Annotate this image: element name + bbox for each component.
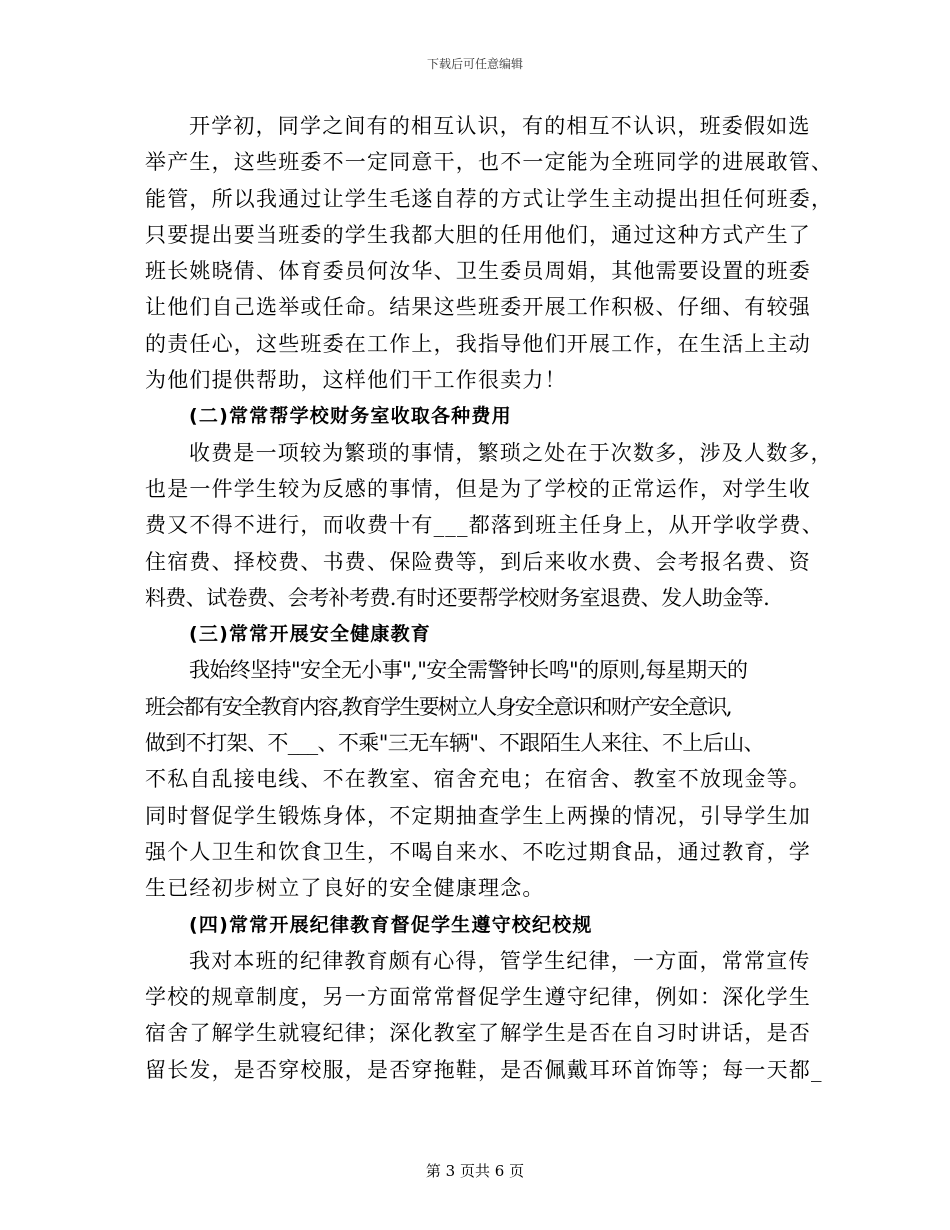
paragraph-line: 做到不打架、不___、不乘"三无车辆"、不跟陌生人来往、不上后山、 <box>145 731 765 756</box>
paragraph-line: 举产生，这些班委不一定同意干，也不一定能为全班同学的进展敢管、 <box>145 150 834 175</box>
page-header: 下载后可任意编辑 <box>426 57 523 71</box>
paragraph-line: 留长发，是否穿校服，是否穿拖鞋，是否佩戴耳环首饰等；每一天都_ <box>145 1057 823 1082</box>
page-footer: 第 3 页共 6 页 <box>425 1162 525 1180</box>
paragraph-line: 宿舍了解学生就寝纪律；深化教室了解学生是否在自习时讲话，是否 <box>145 1021 811 1046</box>
paragraph-line: 收费是一项较为繁琐的事情，繁琐之处在于次数多，涉及人数多， <box>189 440 833 465</box>
paragraph-line: 学校的规章制度，另一方面常常督促学生遵守纪律，例如：深化学生 <box>145 985 811 1010</box>
paragraph-line: 我始终坚持"安全无小事","安全需警钟长鸣"的原则,每星期天的 <box>189 658 748 683</box>
paragraph-line: 的责任心，这些班委在工作上，我指导他们开展工作，在生活上主动 <box>145 331 811 356</box>
paragraph-line: 费又不得不进行，而收费十有___都落到班主任身上，从开学收学费、 <box>145 513 824 538</box>
paragraph-line: 我对本班的纪律教育颇有心得，管学生纪律，一方面，常常宣传 <box>189 948 811 973</box>
paragraph-line: 为他们提供帮助，这样他们干工作很卖力！ <box>145 368 567 393</box>
paragraph-line: 不私自乱接电线、不在教室、宿舍充电；在宿舍、教室不放现金等。 <box>145 767 811 792</box>
paragraph-line: 只要提出要当班委的学生我都大胆的任用他们，通过这种方式产生了 <box>145 222 811 247</box>
paragraph-line: 能管，所以我通过让学生毛遂自荐的方式让学生主动提出担任何班委， <box>145 186 834 211</box>
paragraph-line: 开学初，同学之间有的相互认识，有的相互不认识，班委假如选 <box>189 114 811 138</box>
paragraph-line: 住宿费、择校费、书费、保险费等，到后来收水费、会考报名费、资 <box>145 549 811 574</box>
paragraph-line: 强个人卫生和饮食卫生，不喝自来水、不吃过期食品，通过教育，学 <box>145 839 811 864</box>
section-heading: (三)常常开展安全健康教育 <box>189 623 431 646</box>
paragraph-line: 班长姚晓倩、体育委员何汝华、卫生委员周娟，其他需要设置的班委 <box>145 259 811 284</box>
paragraph-line: 让他们自己选举或任命。结果这些班委开展工作积极、仔细、有较强 <box>145 295 811 320</box>
section-heading: (四)常常开展纪律教育督促学生遵守校纪校规 <box>189 913 593 936</box>
paragraph-line: 料费、试卷费、会考补考费.有时还要帮学校财务室退费、发人助金等. <box>145 585 770 610</box>
paragraph-line: 生已经初步树立了良好的安全健康理念。 <box>145 876 545 901</box>
paragraph-line: 同时督促学生锻炼身体，不定期抽查学生上两操的情况，引导学生加 <box>145 803 811 828</box>
paragraph-line: 也是一件学生较为反感的事情，但是为了学校的正常运作，对学生收 <box>145 476 811 501</box>
paragraph-line: 班会都有安全教育内容,教育学生要树立人身安全意识和财产安全意识, <box>145 694 731 719</box>
document-body <box>145 108 834 1088</box>
section-heading: (二)常常帮学校财务室收取各种费用 <box>189 405 512 428</box>
